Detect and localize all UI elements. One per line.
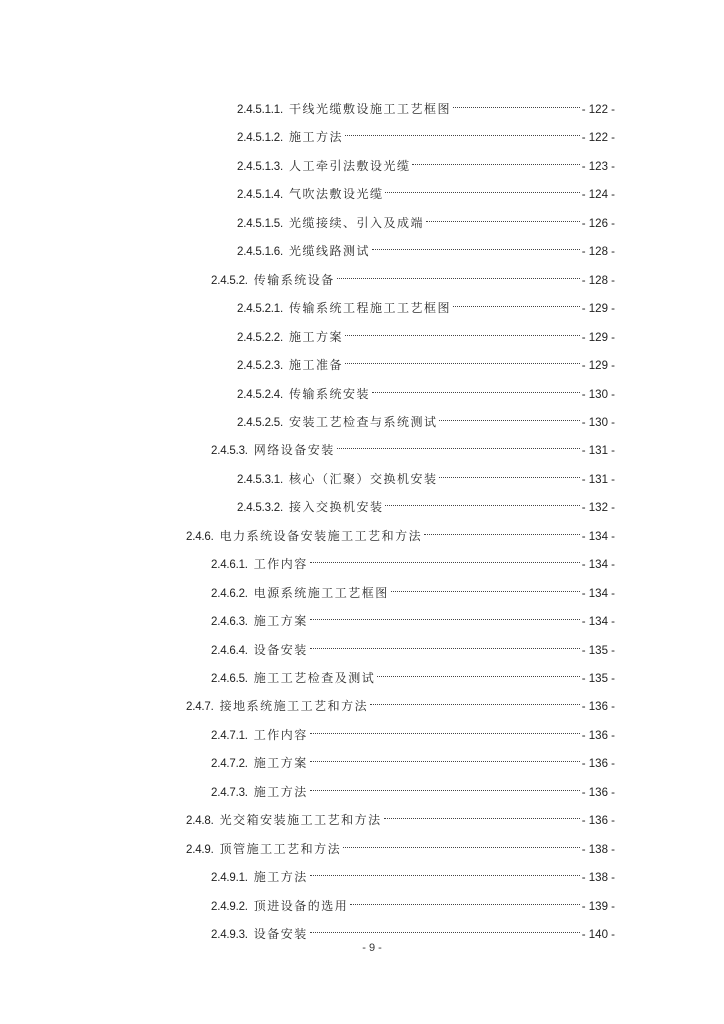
dot-leader <box>310 546 580 568</box>
dot-leader <box>372 233 580 255</box>
toc-entry[interactable] <box>237 233 615 259</box>
toc-entry-number: 2.4.6.3. <box>211 616 248 629</box>
toc-entry-page-number: - 122 - <box>581 132 615 145</box>
toc-entry-page-number: - 124 - <box>581 189 615 202</box>
toc-entry[interactable] <box>211 575 615 600</box>
toc-entry-page-number: - 126 - <box>581 217 615 230</box>
dot-leader <box>412 148 579 170</box>
toc-entry-page-number: - 131 - <box>581 473 615 486</box>
toc-entry-page-number: - 128 - <box>581 274 615 287</box>
dot-leader <box>310 603 580 625</box>
toc-entry-page-number: - 138 - <box>581 843 615 856</box>
toc-entry-number: 2.4.9.3. <box>211 929 248 942</box>
toc-entry-page-number: - 132 - <box>581 502 615 515</box>
toc-entry-number: 2.4.5.2.4. <box>237 388 283 401</box>
toc-entry-number: 2.4.5.1.1. <box>237 104 283 116</box>
toc-entry-number: 2.4.5.2.3. <box>237 360 283 373</box>
toc-entry-number: 2.4.5.1.4. <box>237 189 283 202</box>
toc-entry[interactable] <box>211 546 615 572</box>
dot-leader <box>372 376 580 398</box>
toc-entry-page-number: - 122 - <box>581 104 615 116</box>
toc-entry-title: 传输系统工程施工工艺框图 <box>288 301 451 316</box>
dot-leader <box>453 290 580 312</box>
dot-leader <box>345 319 580 341</box>
toc-entry-title: 电源系统施工工艺框图 <box>253 585 389 600</box>
toc-entry-page-number: - 136 - <box>581 815 615 828</box>
toc-entry-page-number: - 129 - <box>581 331 615 344</box>
toc-entry-number: 2.4.5.1.2. <box>237 132 283 145</box>
toc-entry-number: 2.4.5.3. <box>211 445 248 458</box>
toc-entry-number: 2.4.5.1.5. <box>237 217 283 230</box>
toc-entry-number: 2.4.5.1.6. <box>237 246 283 259</box>
toc-entry-title: 电力系统设备安装施工工艺和方法 <box>219 528 423 543</box>
dot-leader <box>310 745 580 767</box>
dot-leader <box>310 774 580 796</box>
toc-entry-number: 2.4.8. <box>186 815 214 828</box>
toc-entry-title: 顶管施工工艺和方法 <box>219 841 342 856</box>
toc-entry-title: 传输系统设备 <box>253 272 335 287</box>
dot-leader <box>385 176 579 198</box>
toc-entry-number: 2.4.9.1. <box>211 872 248 885</box>
toc-entry-number: 2.4.6.5. <box>211 673 248 685</box>
dot-leader <box>377 660 579 682</box>
toc-entry-page-number: - 128 - <box>581 246 615 259</box>
dot-leader <box>310 859 580 881</box>
toc-entry-title: 设备安装 <box>253 927 308 942</box>
toc-entry-title: 施工方法 <box>288 130 343 145</box>
toc-entry-title: 施工方案 <box>253 756 308 771</box>
toc-entry-page-number: - 136 - <box>581 729 615 742</box>
toc-entry-title: 工作内容 <box>253 727 308 742</box>
toc-entry-page-number: - 138 - <box>581 872 615 885</box>
dot-leader <box>345 347 580 369</box>
toc-entry-title: 光缆线路测试 <box>288 244 370 259</box>
toc-entry-page-number: - 134 - <box>581 530 615 543</box>
dot-leader <box>385 489 579 511</box>
toc-entry[interactable] <box>237 176 615 202</box>
dot-leader <box>426 205 580 227</box>
toc-entry-number: 2.4.9. <box>186 843 214 856</box>
toc-entry[interactable] <box>211 717 615 742</box>
toc-entry-title: 施工方法 <box>253 784 308 799</box>
toc-entry-page-number: - 134 - <box>581 559 615 572</box>
dot-leader <box>424 518 580 540</box>
toc-entry-title: 工作内容 <box>253 557 308 572</box>
toc-entry[interactable] <box>237 205 615 230</box>
toc-entry[interactable] <box>237 489 615 515</box>
toc-entry-page-number: - 135 - <box>581 644 615 657</box>
toc-entry-title: 气吹法敷设光缆 <box>288 187 384 202</box>
toc-entry[interactable] <box>237 376 615 401</box>
toc-entry[interactable] <box>211 859 615 885</box>
toc-entry[interactable] <box>186 688 615 714</box>
dot-leader <box>391 575 580 597</box>
toc-entry[interactable] <box>237 119 615 145</box>
dot-leader <box>337 262 580 284</box>
toc-entry[interactable] <box>186 518 615 543</box>
dot-leader <box>350 888 579 910</box>
toc-entry-page-number: - 134 - <box>581 616 615 629</box>
toc-entry-number: 2.4.7.1. <box>211 729 248 742</box>
toc-entry-number: 2.4.9.2. <box>211 900 248 913</box>
toc-entry-page-number: - 131 - <box>581 445 615 458</box>
toc-entry-page-number: - 135 - <box>581 673 615 685</box>
toc-entry-title: 接入交换机安装 <box>288 500 384 515</box>
toc-entry-number: 2.4.7.3. <box>211 786 248 799</box>
toc-entry[interactable] <box>211 916 615 942</box>
toc-entry-number: 2.4.5.3.1. <box>237 473 283 486</box>
toc-entry-page-number: - 129 - <box>581 303 615 316</box>
toc-entry-number: 2.4.6.4. <box>211 644 248 657</box>
footer-page-number: - 9 - <box>362 942 382 954</box>
toc-entry[interactable] <box>211 603 615 629</box>
toc-entry-title: 施工方法 <box>253 870 308 885</box>
toc-entry-title: 网络设备安装 <box>253 443 335 458</box>
toc-entry-number: 2.4.6.1. <box>211 559 248 572</box>
toc-entry[interactable] <box>237 91 615 116</box>
toc-entry[interactable] <box>211 262 615 287</box>
toc-entry[interactable] <box>237 319 615 344</box>
toc-entry[interactable] <box>186 802 615 828</box>
toc-entry-title: 施工工艺检查及测试 <box>253 671 376 685</box>
toc-entry-page-number: - 136 - <box>581 758 615 771</box>
toc-entry-number: 2.4.5.3.2. <box>237 502 283 515</box>
toc-entry-number: 2.4.6. <box>186 530 214 543</box>
toc-entry-page-number: - 134 - <box>581 587 615 600</box>
toc-entry-number: 2.4.5.1.3. <box>237 160 283 173</box>
toc-entry-title: 接地系统施工工艺和方法 <box>219 699 369 714</box>
toc-entry[interactable] <box>211 432 615 458</box>
toc-entry-page-number: - 140 - <box>581 929 615 942</box>
toc-entry-page-number: - 129 - <box>581 360 615 373</box>
dot-leader <box>439 461 579 483</box>
toc-entry[interactable] <box>237 290 615 316</box>
toc-entry[interactable] <box>211 888 615 913</box>
dot-leader <box>345 119 580 141</box>
toc-entry-title: 人工牵引法敷设光缆 <box>288 158 411 173</box>
toc-entry-page-number: - 139 - <box>581 900 615 913</box>
toc-entry[interactable] <box>211 745 615 771</box>
toc-entry-page-number: - 130 - <box>581 388 615 401</box>
dot-leader <box>310 717 580 739</box>
toc-entry[interactable] <box>237 347 615 373</box>
toc-entry-number: 2.4.6.2. <box>211 587 248 600</box>
toc-entry[interactable] <box>237 148 615 173</box>
toc-entry[interactable] <box>211 632 615 657</box>
dot-leader <box>384 802 580 824</box>
dot-leader <box>439 404 579 426</box>
toc-entry-number: 2.4.5.2.2. <box>237 331 283 344</box>
dot-leader <box>370 688 580 710</box>
dot-leader <box>343 831 580 853</box>
dot-leader <box>310 632 580 654</box>
toc-entry-title: 施工方案 <box>253 614 308 629</box>
toc-entry-number: 2.4.5.2.5. <box>237 416 283 429</box>
toc-entry[interactable] <box>211 774 615 799</box>
toc-entry-title: 干线光缆敷设施工工艺框图 <box>288 102 451 116</box>
toc-entry[interactable] <box>186 831 615 856</box>
toc-entry-title: 光交箱安装施工工艺和方法 <box>219 813 382 828</box>
toc-entry-title: 安装工艺检查与系统测试 <box>288 414 438 429</box>
toc-entry[interactable] <box>237 461 615 486</box>
toc-entry-title: 设备安装 <box>253 642 308 657</box>
toc-entry-title: 传输系统安装 <box>288 386 370 401</box>
toc-entry-title: 光缆接续、引入及成端 <box>288 215 424 230</box>
toc-entry-page-number: - 136 - <box>581 786 615 799</box>
toc-entry-number: 2.4.7.2. <box>211 758 248 771</box>
toc-entry-number: 2.4.7. <box>186 701 214 714</box>
dot-leader <box>453 91 580 113</box>
toc-entry-page-number: - 123 - <box>581 160 615 173</box>
toc-entry[interactable] <box>211 660 615 685</box>
toc-entry-number: 2.4.5.2. <box>211 274 248 287</box>
toc-entry-title: 核心（汇聚）交换机安装 <box>288 471 438 486</box>
toc-entry-page-number: - 130 - <box>581 416 615 429</box>
dot-leader <box>337 432 580 454</box>
toc-entry-title: 施工方案 <box>288 329 343 344</box>
toc-entry[interactable] <box>237 404 615 429</box>
dot-leader <box>310 916 580 938</box>
toc-entry-number: 2.4.5.2.1. <box>237 303 283 316</box>
toc-entry-title: 顶进设备的选用 <box>253 898 349 913</box>
toc-entry-page-number: - 136 - <box>581 701 615 714</box>
toc-entry-title: 施工准备 <box>288 358 343 373</box>
